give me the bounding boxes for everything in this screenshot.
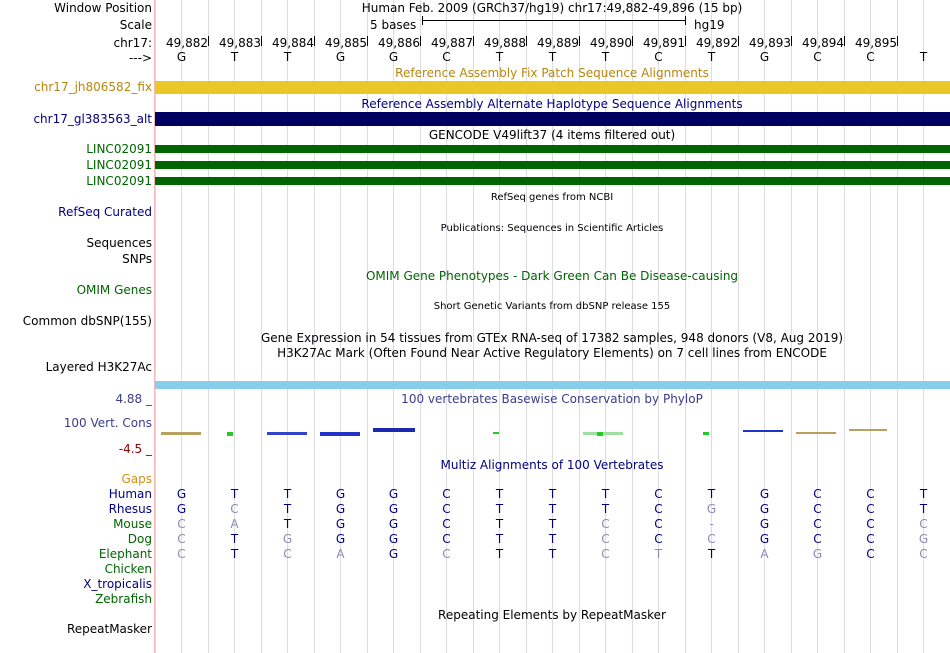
alignment-base: T xyxy=(230,487,239,501)
alignment-base: C xyxy=(919,517,928,531)
phylop-segment xyxy=(161,432,201,435)
scale-bar xyxy=(422,20,685,21)
gencode-bar-1[interactable] xyxy=(155,145,950,153)
alignment-base: C xyxy=(919,547,928,561)
ruler-base: G xyxy=(759,50,770,64)
alignment-base: C xyxy=(813,502,822,516)
phylop-segment xyxy=(743,430,783,432)
ruler-tick xyxy=(844,36,845,46)
alignment-base: G xyxy=(335,517,346,531)
alignment-base: C xyxy=(442,532,451,546)
alignment-base: G xyxy=(918,532,929,546)
alignment-base: C xyxy=(177,532,186,546)
multiz-title: Multiz Alignments of 100 Vertebrates xyxy=(440,458,664,472)
chrom-label[interactable]: chr17: xyxy=(113,36,152,50)
species-label-mouse[interactable]: Mouse xyxy=(113,517,152,531)
dbsnp-title: Short Genetic Variants from dbSNP release 155 xyxy=(433,301,671,312)
alignment-base: G xyxy=(282,532,293,546)
ruler-tick xyxy=(420,36,421,46)
ruler-position: 49,891 xyxy=(643,36,685,50)
alignment-base: T xyxy=(548,547,557,561)
alignment-base: T xyxy=(707,487,716,501)
track-label-refseq[interactable]: RefSeq Curated xyxy=(58,205,152,219)
alignment-base: G xyxy=(759,487,770,501)
alignment-base: G xyxy=(388,502,399,516)
alignment-base: C xyxy=(230,502,239,516)
track-label-alt-haplotype[interactable]: chr17_gl383563_alt xyxy=(33,112,152,126)
ruler-position: 49,882 xyxy=(166,36,208,50)
h3k27ac-signal[interactable] xyxy=(155,381,950,389)
species-label-zebrafish[interactable]: Zebrafish xyxy=(95,592,152,606)
alignment-base: T xyxy=(548,502,557,516)
phylop-segment xyxy=(227,432,233,436)
ruler-base: T xyxy=(495,50,504,64)
ruler-position: 49,890 xyxy=(590,36,632,50)
ruler-position: 49,894 xyxy=(802,36,844,50)
alignment-base: C xyxy=(813,517,822,531)
track-label-column xyxy=(0,0,154,653)
scale-text: 5 bases xyxy=(370,18,417,32)
alignment-base: - xyxy=(709,517,714,531)
phylop-segment xyxy=(373,428,415,432)
alignment-base: G xyxy=(176,487,187,501)
strand-label[interactable]: ---> xyxy=(128,51,152,65)
track-label-omim[interactable]: OMIM Genes xyxy=(76,283,152,297)
alignment-base: C xyxy=(654,517,663,531)
alignment-base: C xyxy=(707,532,716,546)
alignment-base: G xyxy=(176,502,187,516)
publications-title: Publications: Sequences in Scientific Articles xyxy=(440,223,664,234)
alignment-base: T xyxy=(495,532,504,546)
species-label-human[interactable]: Human xyxy=(108,487,152,501)
alignment-base: A xyxy=(760,547,769,561)
alignment-base: G xyxy=(388,487,399,501)
ruler-position: 49,895 xyxy=(855,36,897,50)
alignment-base: C xyxy=(654,487,663,501)
fix-patch-bar[interactable] xyxy=(155,81,950,94)
alignment-base: T xyxy=(601,502,610,516)
alt-haplotype-bar[interactable] xyxy=(155,112,950,126)
phylop-segment xyxy=(320,432,360,436)
species-label-elephant[interactable]: Elephant xyxy=(98,547,152,561)
alignment-base: T xyxy=(495,547,504,561)
ruler-tick xyxy=(791,36,792,46)
ruler-position: 49,887 xyxy=(431,36,473,50)
alignment-base: C xyxy=(601,532,610,546)
alignment-base: A xyxy=(230,517,239,531)
ruler-position: 49,883 xyxy=(219,36,261,50)
alignment-base: C xyxy=(813,487,822,501)
ruler-base: T xyxy=(601,50,610,64)
alignment-base: C xyxy=(442,517,451,531)
ruler-base: T xyxy=(919,50,928,64)
gtex-title: Gene Expression in 54 tissues from GTEx RNA-seq of 17382 samples, 948 donors (V8, Aug 2019) xyxy=(260,331,844,345)
phylop-segment xyxy=(583,432,623,435)
alignment-base: T xyxy=(283,517,292,531)
phylop-segment xyxy=(849,429,887,431)
alignment-base: C xyxy=(654,532,663,546)
ruler-tick xyxy=(632,36,633,46)
ruler-base: C xyxy=(813,50,822,64)
track-label-h3k27ac[interactable]: Layered H3K27Ac xyxy=(45,360,152,374)
alignment-base: T xyxy=(919,487,928,501)
ruler-tick xyxy=(579,36,580,46)
species-label-chicken[interactable]: Chicken xyxy=(104,562,152,576)
alignment-base: G xyxy=(335,532,346,546)
phylop-max-label: 4.88 _ xyxy=(115,392,152,406)
ruler-tick xyxy=(208,36,209,46)
alignment-base: C xyxy=(601,517,610,531)
alignment-base: G xyxy=(812,547,823,561)
alignment-base: T xyxy=(707,547,716,561)
ruler-tick xyxy=(526,36,527,46)
phylop-segment xyxy=(703,432,709,435)
alignment-base: C xyxy=(177,547,186,561)
ruler-tick xyxy=(367,36,368,46)
track-label-repeatmasker[interactable]: RepeatMasker xyxy=(66,622,152,636)
species-label-rhesus[interactable]: Rhesus xyxy=(108,502,152,516)
track-label-sequences[interactable]: Sequences xyxy=(86,236,152,250)
track-label-gaps[interactable]: Gaps xyxy=(121,472,152,486)
alignment-base: C xyxy=(813,532,822,546)
alignment-base: T xyxy=(919,502,928,516)
alignment-base: T xyxy=(230,547,239,561)
alignment-base: T xyxy=(495,517,504,531)
alignment-base: T xyxy=(283,502,292,516)
species-label-x-tropicalis[interactable]: X_tropicalis xyxy=(83,577,152,591)
alignment-base: C xyxy=(442,487,451,501)
ruler-position: 49,886 xyxy=(378,36,420,50)
track-label-dbsnp[interactable]: Common dbSNP(155) xyxy=(22,314,152,328)
alignment-base: A xyxy=(336,547,345,561)
scale-label: Scale xyxy=(119,18,152,32)
refseq-title: RefSeq genes from NCBI xyxy=(490,192,614,203)
phylop-title: 100 vertebrates Basewise Conservation by PhyloP xyxy=(401,392,703,406)
alignment-base: C xyxy=(654,502,663,516)
alignment-base: G xyxy=(759,517,770,531)
track-label-gencode-2[interactable]: LINC02091 xyxy=(86,158,152,172)
ruler-tick xyxy=(685,36,686,46)
alignment-base: T xyxy=(495,502,504,516)
track-label-gencode-3[interactable]: LINC02091 xyxy=(86,174,152,188)
alignment-base: G xyxy=(759,502,770,516)
phylop-segment xyxy=(267,432,307,435)
alignment-base: T xyxy=(654,547,663,561)
phylop-segment xyxy=(493,432,499,434)
ruler-position: 49,889 xyxy=(537,36,579,50)
alignment-base: T xyxy=(283,487,292,501)
ruler-tick xyxy=(314,36,315,46)
phylop-min-label: -4.5 _ xyxy=(118,442,152,456)
ruler-tick xyxy=(473,36,474,46)
alignment-base: G xyxy=(759,532,770,546)
ruler-base: C xyxy=(442,50,451,64)
alignment-base: T xyxy=(548,517,557,531)
omim-title: OMIM Gene Phenotypes - Dark Green Can Be Disease-causing xyxy=(365,269,739,283)
h3k27ac-title: H3K27Ac Mark (Often Found Near Active Regulatory Elements) on 7 cell lines from ENCODE xyxy=(277,346,827,360)
track-label-gencode-1[interactable]: LINC02091 xyxy=(86,142,152,156)
alignment-base: C xyxy=(442,547,451,561)
alignment-base: G xyxy=(388,517,399,531)
gencode-bar-2[interactable] xyxy=(155,161,950,169)
ruler-base: C xyxy=(654,50,663,64)
ruler-base: T xyxy=(548,50,557,64)
ruler-header: Human Feb. 2009 (GRCh37/hg19) chr17:49,882-49,896 (15 bp) xyxy=(361,1,743,15)
alignment-base: C xyxy=(442,502,451,516)
alignment-base: G xyxy=(388,547,399,561)
ruler-base: G xyxy=(388,50,399,64)
gencode-bar-3[interactable] xyxy=(155,177,950,185)
alignment-base: G xyxy=(335,487,346,501)
alignment-base: T xyxy=(548,487,557,501)
alignment-base: G xyxy=(335,502,346,516)
track-label-snps[interactable]: SNPs xyxy=(122,252,152,266)
phylop-segment xyxy=(796,432,836,434)
alignment-base: C xyxy=(866,517,875,531)
track-label-fix-patch[interactable]: chr17_jh806582_fix xyxy=(34,80,152,94)
alignment-base: C xyxy=(283,547,292,561)
ruler-tick xyxy=(897,36,898,46)
ruler-position: 49,885 xyxy=(325,36,367,50)
repeatmasker-title: Repeating Elements by RepeatMasker xyxy=(438,608,666,622)
ruler-base: C xyxy=(866,50,875,64)
alignment-base: C xyxy=(177,517,186,531)
gencode-title: GENCODE V49lift37 (4 items filtered out) xyxy=(428,128,676,142)
alignment-base: T xyxy=(495,487,504,501)
ruler-base: G xyxy=(335,50,346,64)
alignment-base: T xyxy=(548,532,557,546)
species-label-dog[interactable]: Dog xyxy=(127,532,152,546)
ruler-position: 49,888 xyxy=(484,36,526,50)
window-position-label: Window Position xyxy=(54,1,152,15)
track-image-area[interactable] xyxy=(155,0,950,653)
scale-bar-end xyxy=(685,16,686,25)
ruler-position: 49,893 xyxy=(749,36,791,50)
phylop-segment xyxy=(597,432,603,436)
alignment-base: C xyxy=(866,502,875,516)
alignment-base: G xyxy=(388,532,399,546)
alignment-base: T xyxy=(230,532,239,546)
fix-patch-title: Reference Assembly Fix Patch Sequence Alignments xyxy=(395,66,709,80)
alignment-base: G xyxy=(706,502,717,516)
assembly-label: hg19 xyxy=(694,18,725,32)
alignment-base: C xyxy=(601,547,610,561)
ruler-base: T xyxy=(707,50,716,64)
ruler-tick xyxy=(738,36,739,46)
alignment-base: T xyxy=(601,487,610,501)
alignment-base: C xyxy=(866,532,875,546)
track-label-phylop[interactable]: 100 Vert. Cons xyxy=(63,416,152,430)
ruler-base: G xyxy=(176,50,187,64)
ruler-tick xyxy=(261,36,262,46)
ruler-base: T xyxy=(230,50,239,64)
alignment-base: C xyxy=(866,487,875,501)
alignment-base: C xyxy=(866,547,875,561)
ruler-position: 49,884 xyxy=(272,36,314,50)
ruler-base: T xyxy=(283,50,292,64)
ruler-position: 49,892 xyxy=(696,36,738,50)
alt-haplotype-title: Reference Assembly Alternate Haplotype Sequence Alignments xyxy=(361,97,743,111)
